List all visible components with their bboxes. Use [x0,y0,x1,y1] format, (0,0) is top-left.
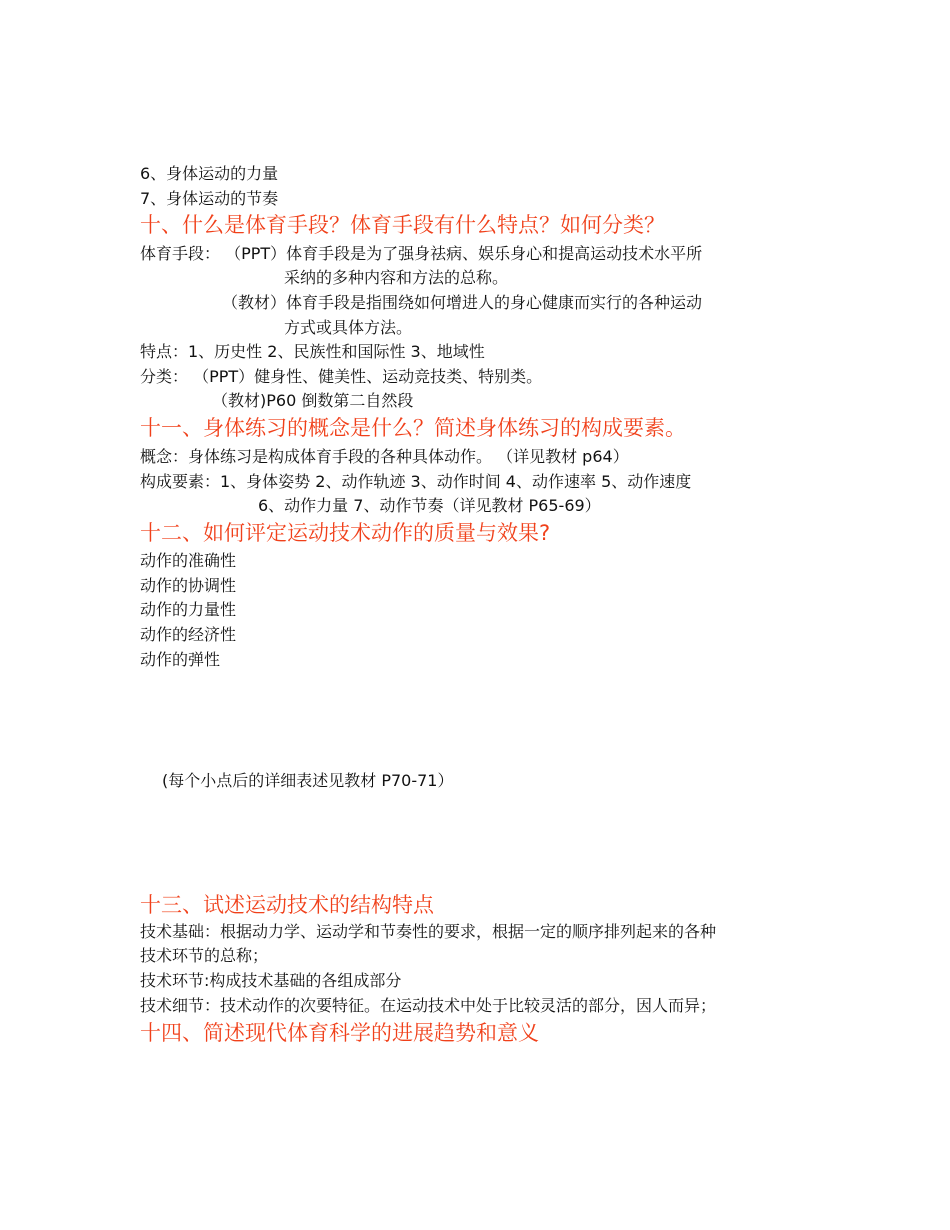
section11-concept: 概念：身体练习是构成体育手段的各种具体动作。 （详见教材 p64） [140,447,629,466]
section11-elements-line2: 6、动作力量 7、动作节奏（详见教材 P65-69） [258,496,601,515]
section13-basis-line1: 技术基础：根据动力学、运动学和节奏性的要求，根据一定的顺序排列起来的各种 [140,922,717,941]
section13-basis-line2: 技术环节的总称； [140,946,269,965]
section10-definition-ppt-line1: 体育手段： （PPT）体育手段是为了强身祛病、娱乐身心和提高运动技术水平所 [140,244,703,263]
section12-heading: 十二、如何评定运动技术动作的质量与效果? [140,521,551,545]
section12-item: 动作的准确性 [140,551,237,570]
section12-note: (每个小点后的详细表述见教材 P70-71） [162,771,454,790]
section12-item: 动作的协调性 [140,576,237,595]
section10-definition-textbook-line1: （教材）体育手段是指围绕如何增进人的身心健康而实行的各种运动 [222,293,703,312]
section12-item: 动作的力量性 [140,600,237,619]
section10-features: 特点：1、历史性 2、民族性和国际性 3、地域性 [140,342,485,361]
section9-item-6: 6、身体运动的力量 [140,164,279,183]
section13-detail: 技术细节：技术动作的次要特征。在运动技术中处于比较灵活的部分，因人而异； [140,996,717,1015]
section10-definition-textbook-line2: 方式或具体方法。 [284,318,413,337]
section10-heading: 十、什么是体育手段？体育手段有什么特点？如何分类？ [140,213,665,237]
section9-item-7: 7、身体运动的节奏 [140,189,279,208]
section14-heading: 十四、简述现代体育科学的进展趋势和意义 [140,1021,539,1045]
section13-heading: 十三、试述运动技术的结构特点 [140,893,434,917]
section13-link: 技术环节:构成技术基础的各组成部分 [140,971,402,990]
section10-classification-ppt: 分类： （PPT）健身性、健美性、运动竞技类、特别类。 [140,367,543,386]
section12-item: 动作的经济性 [140,625,237,644]
section11-elements-line1: 构成要素：1、身体姿势 2、动作轨迹 3、动作时间 4、动作速率 5、动作速度 [140,472,692,491]
section10-classification-textbook: （教材)P60 倒数第二自然段 [212,391,414,410]
section11-heading: 十一、身体练习的概念是什么？简述身体练习的构成要素。 [140,416,686,440]
section10-definition-ppt-line2: 采纳的多种内容和方法的总称。 [284,268,509,287]
section12-item: 动作的弹性 [140,650,221,669]
